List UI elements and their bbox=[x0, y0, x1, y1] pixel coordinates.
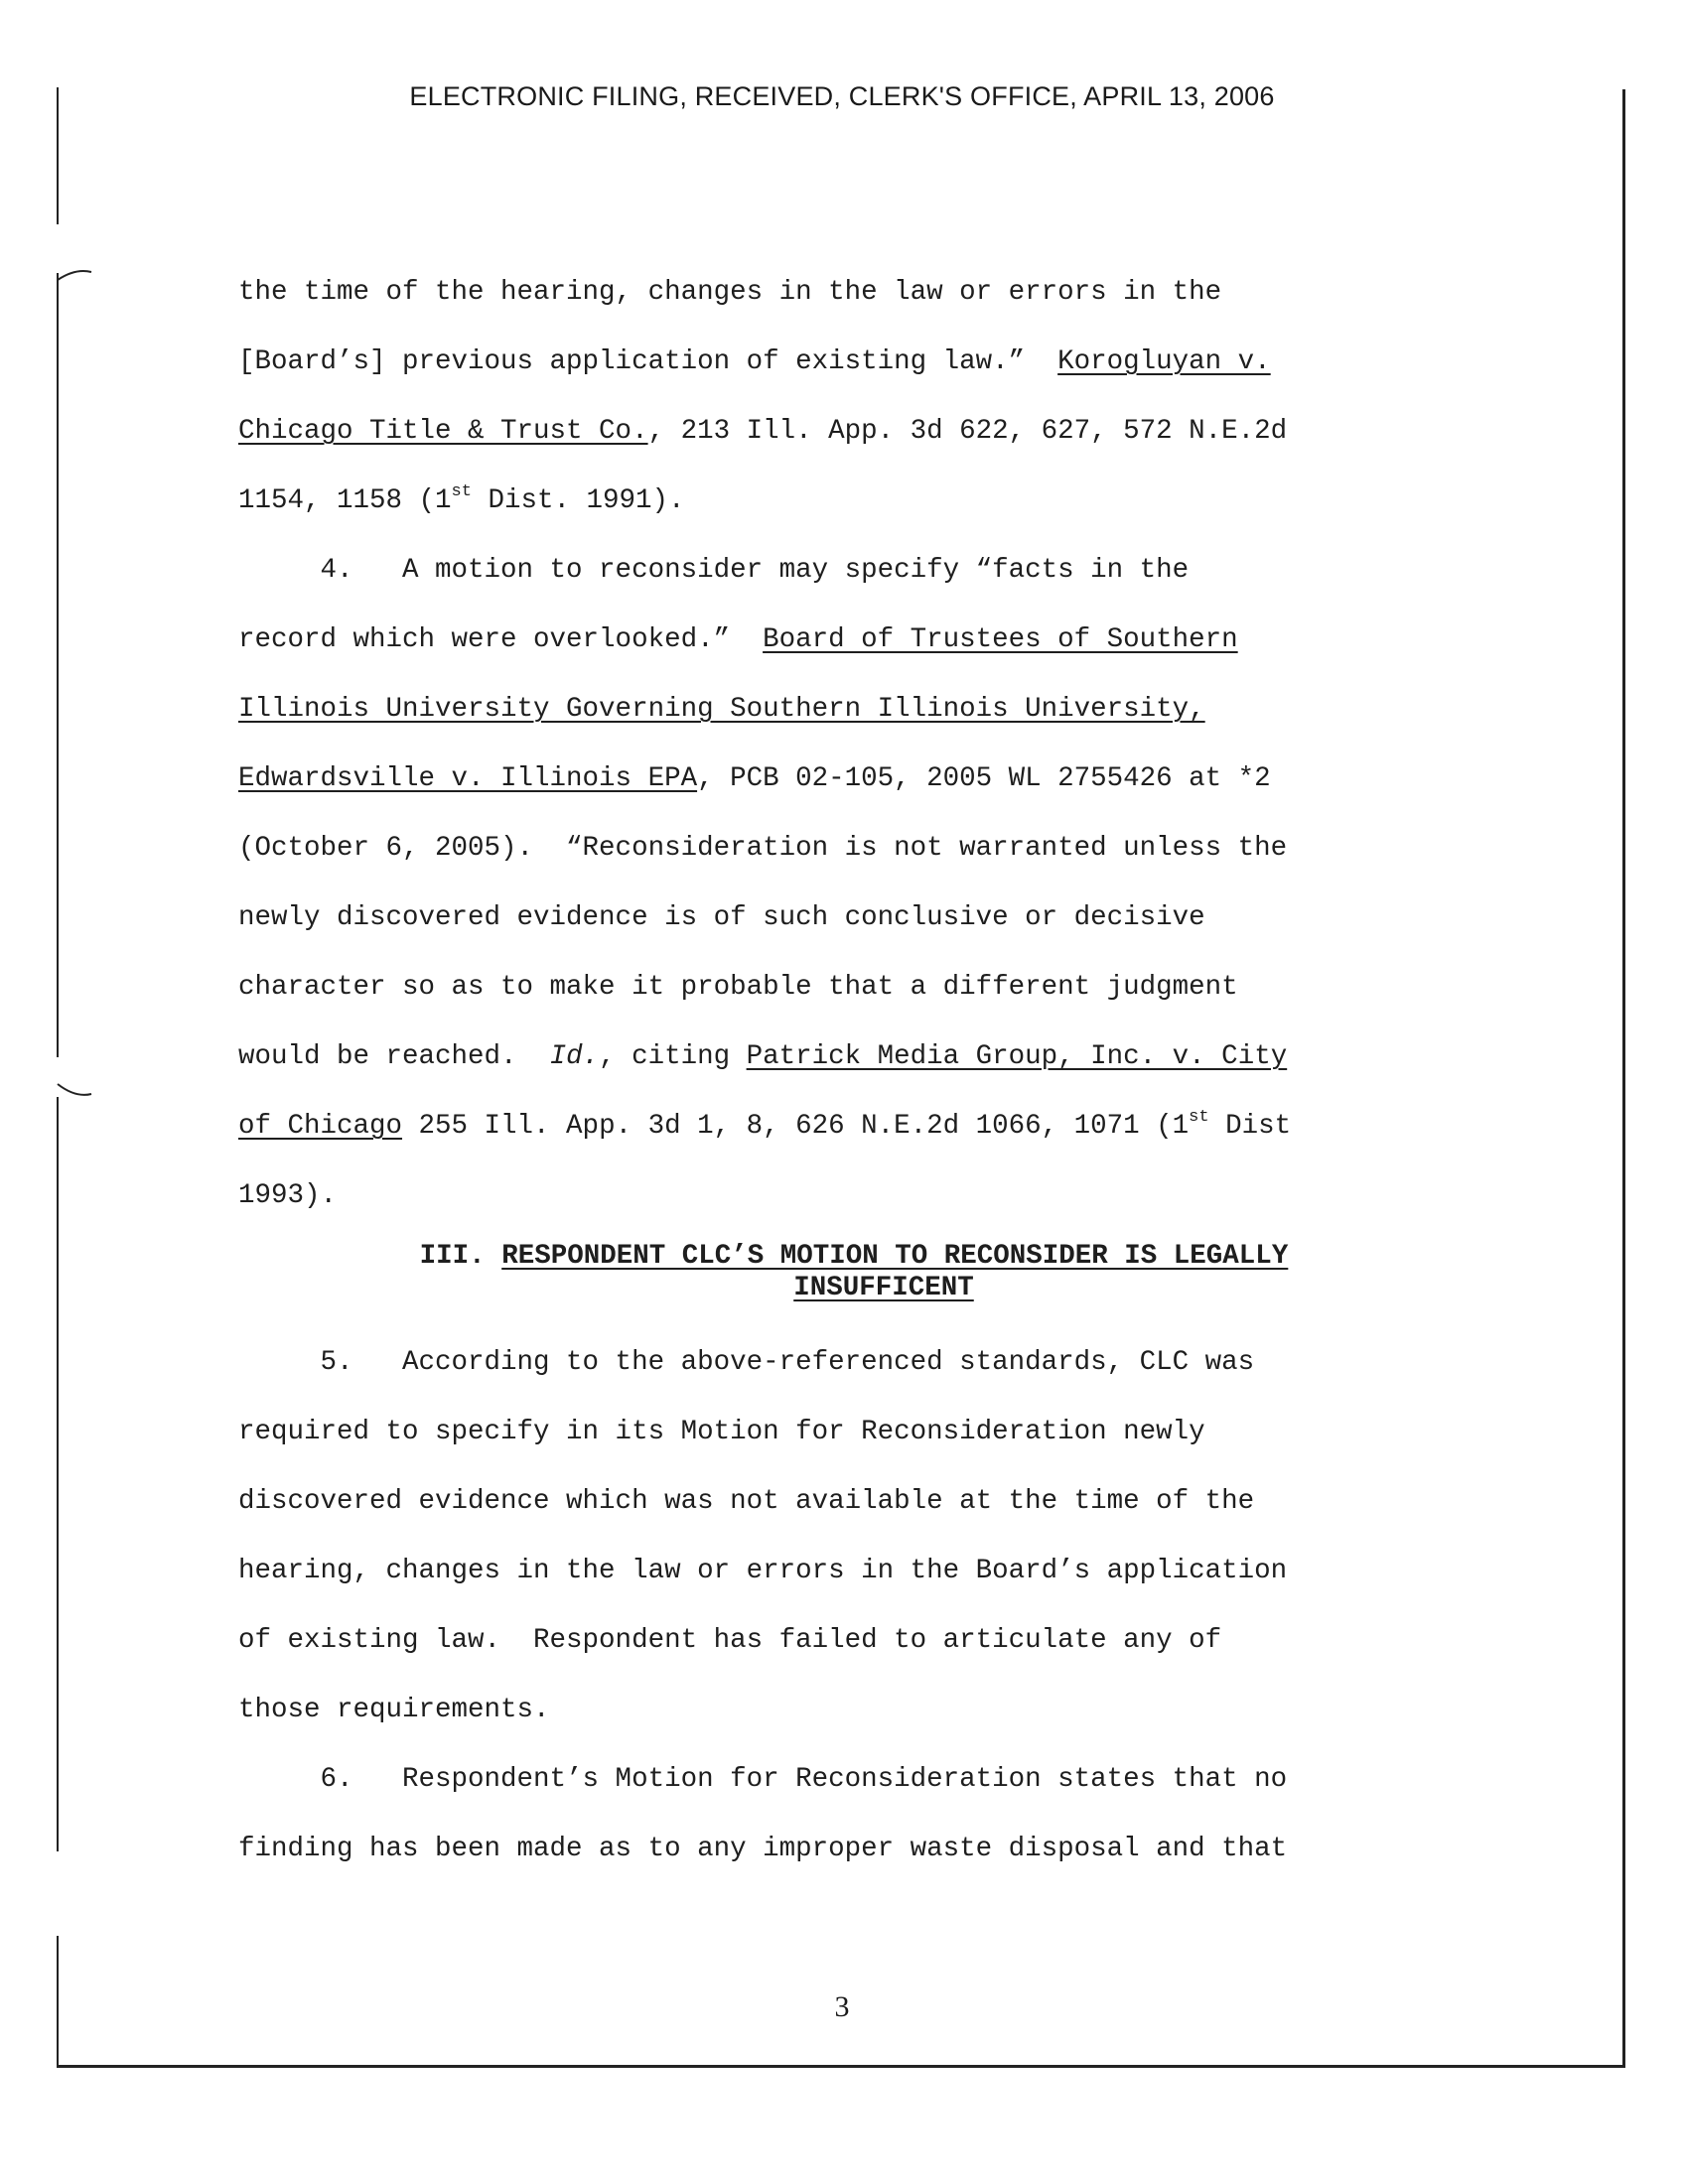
right-border bbox=[1622, 89, 1625, 2068]
case-citation: Board of Trustees of Southern bbox=[763, 624, 1238, 655]
text-line: 1993). bbox=[238, 1180, 338, 1211]
text-line: (October 6, 2005). “Reconsideration is not warranted unless the bbox=[238, 833, 1288, 864]
text-line: 4. A motion to reconsider may specify “facts in the bbox=[238, 555, 1190, 586]
text-line: Chicago Title & Trust Co., 213 Ill. App. 3d 622, 627, 572 N.E.2d bbox=[238, 416, 1288, 447]
text-line: the time of the hearing, changes in the law or errors in the bbox=[238, 277, 1222, 308]
text-line: discovered evidence which was not available at the time of the bbox=[238, 1486, 1255, 1517]
document-body bbox=[238, 258, 1450, 1884]
case-citation: Patrick Media Group, Inc. v. City bbox=[746, 1041, 1288, 1072]
text-line: of existing law. Respondent has failed to articulate any of bbox=[238, 1625, 1222, 1656]
paragraph-3-continued bbox=[238, 258, 1450, 536]
text-line: record which were overlooked.” Board of Trustees of Southern bbox=[238, 624, 1238, 655]
binder-notch-top bbox=[56, 266, 95, 286]
left-border-lower bbox=[57, 1097, 59, 1851]
bottom-border bbox=[57, 2065, 1625, 2068]
case-citation: Chicago Title & Trust Co. bbox=[238, 416, 648, 447]
text-line: 6. Respondent’s Motion for Reconsideration states that no bbox=[238, 1764, 1288, 1795]
text-line: hearing, changes in the law or errors in the Board’s application bbox=[238, 1556, 1288, 1586]
text-line: Edwardsville v. Illinois EPA, PCB 02-105, 2005 WL 2755426 at *2 bbox=[238, 763, 1271, 794]
text-line: would be reached. Id., citing Patrick Media Group, Inc. v. City bbox=[238, 1041, 1288, 1072]
text-line: 1154, 1158 (1st Dist. 1991). bbox=[238, 482, 685, 516]
text-line: [Board’s] previous application of existing law.” Korogluyan v. bbox=[238, 346, 1271, 377]
case-citation: Edwardsville v. Illinois EPA bbox=[238, 763, 698, 794]
case-citation: of Chicago bbox=[238, 1111, 403, 1142]
paragraph-6 bbox=[238, 1745, 1450, 1884]
case-citation: Illinois University Governing Southern Illinois University, bbox=[238, 694, 1205, 725]
page-number: 3 bbox=[834, 1990, 850, 2023]
paragraph-5 bbox=[238, 1328, 1450, 1745]
text-line: 5. According to the above-referenced standards, CLC was bbox=[238, 1347, 1255, 1378]
text-line: finding has been made as to any improper waste disposal and that bbox=[238, 1834, 1288, 1864]
case-citation: Korogluyan v. bbox=[1057, 346, 1271, 377]
text-line: required to specify in its Motion for Reconsideration newly bbox=[238, 1417, 1205, 1447]
section-heading: III. RESPONDENT CLC’S MOTION TO RECONSIDER IS LEGALLY INSUFFICENT bbox=[419, 1241, 1289, 1303]
text-line: character so as to make it probable that a different judgment bbox=[238, 972, 1238, 1003]
text-line: those requirements. bbox=[238, 1695, 550, 1725]
electronic-filing-header: ELECTRONIC FILING, RECEIVED, CLERK'S OFFICE, APRIL 13, 2006 bbox=[409, 81, 1275, 111]
text-line: of Chicago 255 Ill. App. 3d 1, 8, 626 N.E.2d 1066, 1071 (1st Dist bbox=[238, 1108, 1292, 1142]
paragraph-4 bbox=[238, 536, 1450, 1231]
left-border-middle bbox=[57, 273, 59, 1057]
text-line: newly discovered evidence is of such conclusive or decisive bbox=[238, 902, 1205, 933]
text-line bbox=[238, 675, 1450, 745]
binder-notch-lower bbox=[56, 1080, 95, 1104]
